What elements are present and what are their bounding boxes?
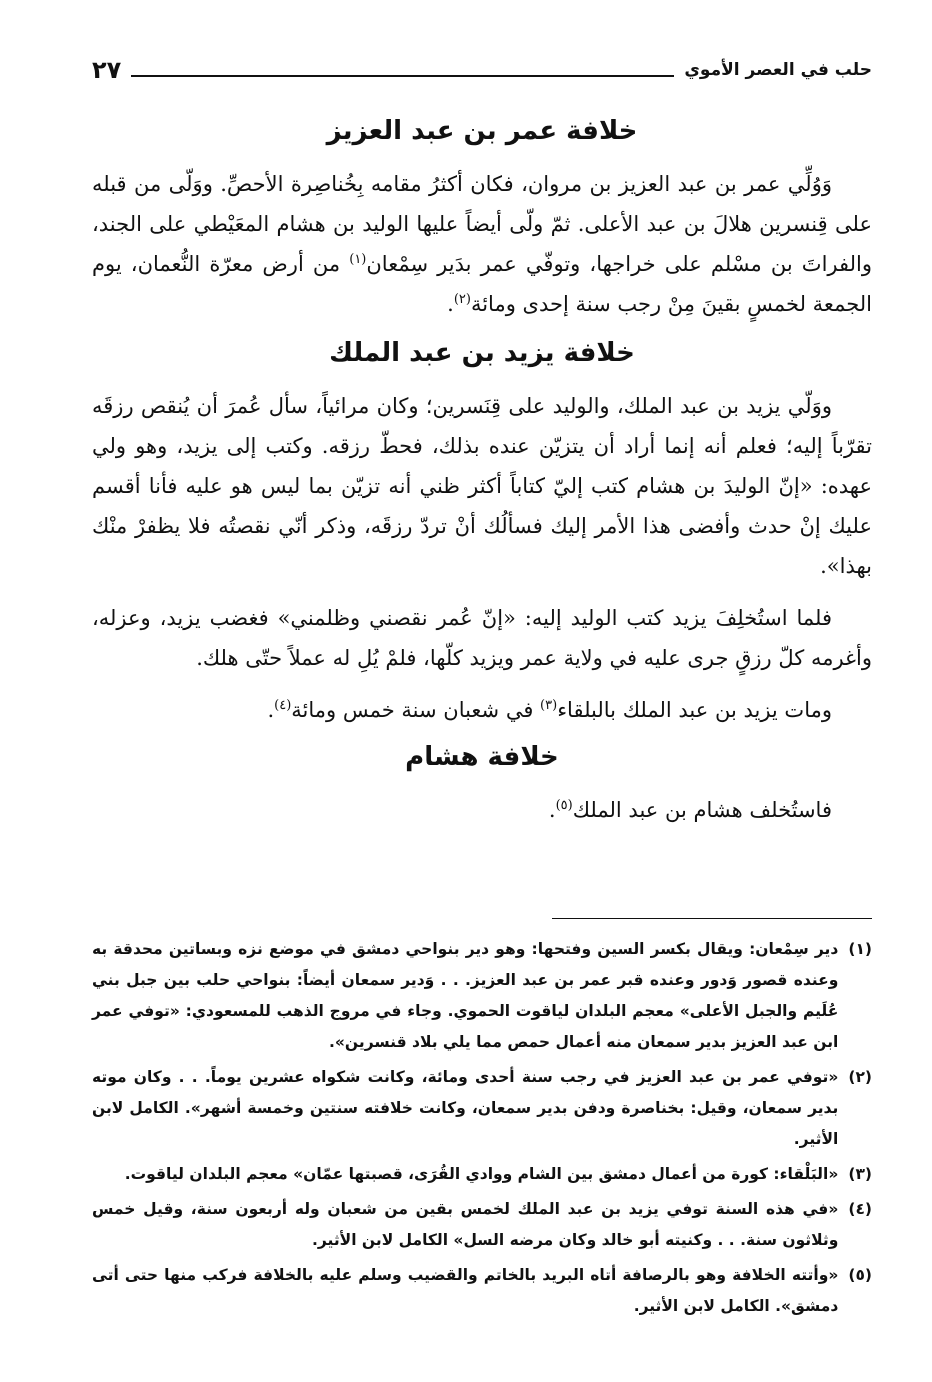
footnote-marker: (٣): [540, 698, 558, 713]
footnote-text: «وأتته الخلافة وهو بالرصافة أتاه البريد بالخاتم والقضيب وسلم عليه بالخلافة فركب منها حتى أتى دمشق». الكامل لابن الأثير.: [92, 1266, 839, 1315]
footnotes: [92, 934, 872, 1326]
footnote-text: «البَلْقاء: كورة من أعمال دمشق بين الشام ووادي القُرَى، قصبتها عمّان» معجم البلدان لياقوت.: [124, 1165, 839, 1183]
footnote-marker: (١): [349, 252, 367, 267]
running-title: حلب في العصر الأموي: [684, 60, 872, 80]
paragraph-text: .: [548, 798, 556, 822]
section-heading-umar: خلافة عمر بن عبد العزيز: [326, 116, 638, 146]
paragraph-hisham: [92, 790, 872, 830]
footnote: [92, 1159, 872, 1190]
footnote: [92, 1194, 872, 1256]
footnote-marker: (٥): [555, 798, 573, 813]
footnote: [92, 1260, 872, 1322]
footnote: [92, 1062, 872, 1155]
page-number: ٢٧: [92, 56, 122, 84]
section-heading-hisham: خلافة هشام: [405, 742, 559, 772]
footnote-text: «توفي عمر بن عبد العزيز في رجب سنة أحدى ومائة، وكانت شكواه عشرين يوماً. . . وكان موته بدير سمعان، وقيل: بخناصرة ودفن بدير سمعان، وكانت خلافته سنتين وخمسة أشهر». الكامل لابن الأثير.: [92, 1068, 839, 1148]
footnote-marker: (٢): [453, 292, 471, 307]
footnote-marker: (٤): [274, 698, 292, 713]
footnote-number: (١): [848, 940, 872, 958]
paragraph-yazid-1: ووَلّي يزيد بن عبد الملك، والوليد على قِنَسرين؛ وكان مرائياً، سأل عُمرَ أن يُنقص رزقَه تقرّباً إليه؛ فعلم أنه إنما أراد أن يتزيّن عنده بذلك، فحطّ رزقه. وكتب إلى يزيد، وهو ولي عهده: «إنّ الوليدَ بن هشام كتب إليّ كتاباً أكثر ظني أنه تزيّن بما ليس هو عليه فأنا أقسم عليك إنْ حدث وأفضى هذا الأمر إليك فسألُك أنْ تردّ رزقَه، وذكر أنّي نقصتُه فلا يظفرْ منْك بهذا».: [92, 394, 872, 578]
paragraph-text: .: [267, 698, 275, 722]
paragraph-yazid-2: فلما استُخلِفَ يزيد كتب الوليد إليه: «إنّ عُمر نقصني وظلمني» فغضب يزيد، وعزله، وأغرمه كلّ رزقٍ جرى عليه في ولاية عمر ويزيد كلّها، فلمْ يُلِ له عملاً حتّى هلك.: [92, 606, 872, 670]
footnote-number: (٥): [848, 1266, 872, 1284]
paragraph-umar: [92, 164, 872, 324]
footnote-text: «في هذه السنة توفي يزيد بن عبد الملك لخمس بقين من شعبان وله أربعون سنة، وقيل خمس وثلاثون سنة. . . وكنيته أبو خالد وكان مرضه السل» الكامل لابن الأثير.: [92, 1200, 839, 1249]
paragraph-text: .: [447, 292, 454, 316]
paragraph-text: وَوُلِّي عمر بن عبد العزيز بن مروان، فكان أكثرُ مقامه بِخُناصِرة الأحصِّ. ووَلّى من قبله على قِنسرين هلالَ بن عبد الأعلى. ثمّ ولّى أيضاً عليها الوليد بن هشام المعَيْطي على الجند، والفراتَ بن مسْلم على خراجها، وتوفّي عمر بدَير سِمْعان: [92, 172, 872, 276]
footnote-text: دير سِمْعان: ويقال بكسر السين وفتحها: وهو دير بنواحي دمشق في موضع نزه وبساتين محدقة به وعنده قصور وَدور وعنده قبر عمر بن عبد العزيز. . . وَدير سمعان أيضاً: بنواحي حلب بين جبل بني عُلَيم والجبل الأعلى» معجم البلدان لياقوت الحموي. وجاء في مروج الذهب للمسعودي: «توفي عمر ابن عبد العزيز بدير سمعان منه أعمال حمص مما يلي بلاد قنسرين».: [92, 940, 839, 1051]
footnote: [92, 934, 872, 1058]
paragraph-text: ومات يزيد بن عبد الملك بالبلقاء: [557, 698, 832, 722]
header-rule: [131, 75, 674, 77]
footnote-number: (٢): [848, 1068, 872, 1086]
footnote-separator: [552, 918, 872, 919]
paragraph-text: في شعبان سنة خمس ومائة: [291, 698, 541, 722]
main-text: [92, 108, 872, 834]
footnote-number: (٤): [848, 1200, 872, 1218]
running-header: [92, 50, 872, 90]
paragraph-yazid-3: [92, 690, 872, 730]
section-heading-yazid: خلافة يزيد بن عبد الملك: [329, 338, 635, 368]
paragraph-text: من أرض معرّة النُّعمان، يوم الجمعة لخمسٍ بقينَ مِنْ رجب سنة إحدى ومائة: [92, 252, 872, 316]
paragraph-text: فاستُخلف هشام بن عبد الملك: [572, 798, 832, 822]
footnote-number: (٣): [848, 1165, 872, 1183]
